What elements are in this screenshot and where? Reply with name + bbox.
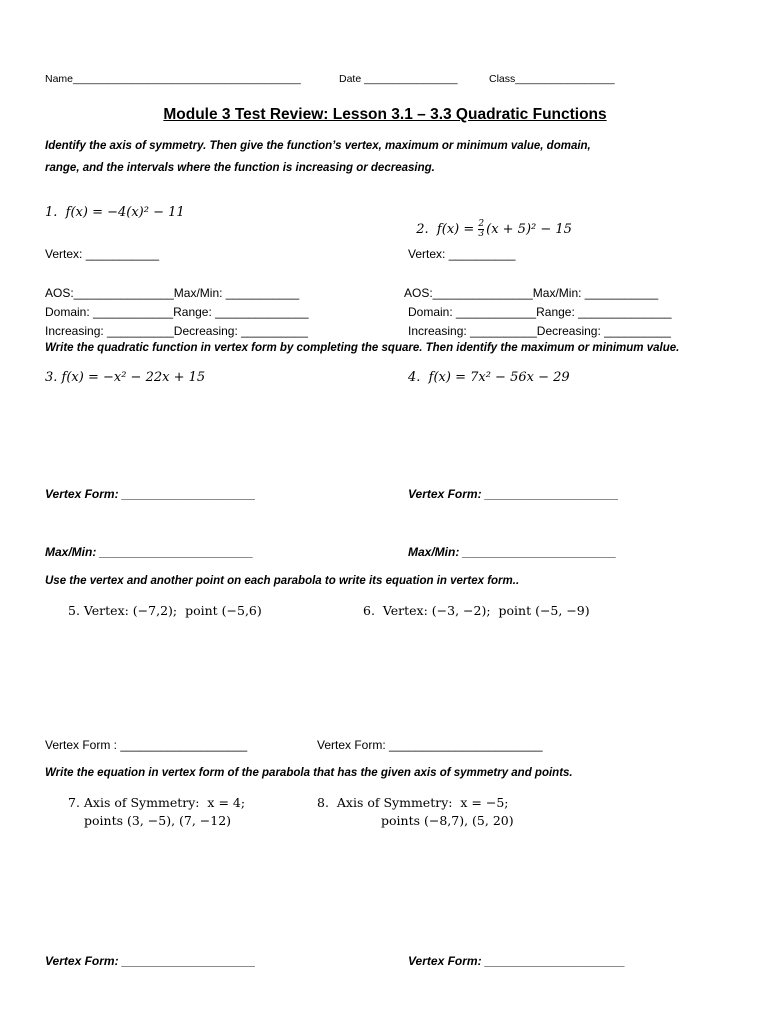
problem2-vertex: Vertex: __________ <box>408 247 516 261</box>
problem1-equation: 1. f(x) = −4(x)² − 11 <box>45 205 185 220</box>
section1-instructions-line1: Identify the axis of symmetry. Then give the function’s vertex, maximum or minimum value, domain, <box>45 140 591 152</box>
section1-instructions-line2: range, and the intervals where the function is increasing or decreasing. <box>45 162 435 174</box>
fraction-denominator: 3 <box>478 229 485 239</box>
name-field-label: Name_______________________________________ <box>45 73 301 85</box>
date-field-label: Date ________________ <box>339 73 458 85</box>
problem6-vertex-form: Vertex Form: _______________________ <box>317 738 543 752</box>
problem7-line2: points (3, −5), (7, −12) <box>84 813 232 828</box>
problem4-maxmin: Max/Min: _______________________ <box>408 545 617 559</box>
problem2-equation <box>408 205 572 239</box>
problem8-line2: points (−8,7), (5, 20) <box>381 813 514 828</box>
section4-instructions: Write the equation in vertex form of the parabola that has the given axis of symmetry and points. <box>45 767 573 779</box>
class-field-label: Class_________________ <box>489 73 615 85</box>
problem2-domain-range: Domain: ____________Range: ______________ <box>408 305 672 319</box>
fraction-numerator: 2 <box>478 219 485 229</box>
problem1-vertex: Vertex: ___________ <box>45 247 160 261</box>
problem2-aos-maxmin: AOS:_______________Max/Min: ___________ <box>404 286 659 300</box>
problem7-vertex-form: Vertex Form: ____________________ <box>45 954 256 968</box>
problem2-label: 2. f(x) = <box>416 222 479 237</box>
problem6-prompt: 6. Vertex: (−3, −2); point (−5, −9) <box>363 603 590 618</box>
problem7-line1: 7. Axis of Symmetry: x = 4; <box>68 795 246 810</box>
problem4-equation: 4. f(x) = 7x² − 56x − 29 <box>408 370 570 385</box>
problem3-vertex-form: Vertex Form: ____________________ <box>45 487 256 501</box>
problem2-rest: (x + 5)² − 15 <box>486 222 572 237</box>
page-title: Module 3 Test Review: Lesson 3.1 – 3.3 Quadratic Functions <box>163 106 607 123</box>
section2-instructions: Write the quadratic function in vertex form by completing the square. Then identify the maximum or minimum value. <box>45 342 680 354</box>
problem1-aos-maxmin: AOS:_______________Max/Min: ___________ <box>45 286 300 300</box>
problem5-prompt: 5. Vertex: (−7,2); point (−5,6) <box>68 603 262 618</box>
problem1-increasing-decreasing: Increasing: __________Decreasing: __________ <box>45 324 308 338</box>
problem2-increasing-decreasing: Increasing: __________Decreasing: __________ <box>408 324 671 338</box>
problem8-line1: 8. Axis of Symmetry: x = −5; <box>317 795 509 810</box>
section3-instructions: Use the vertex and another point on each parabola to write its equation in vertex form.. <box>45 575 520 587</box>
problem4-vertex-form: Vertex Form: ____________________ <box>408 487 619 501</box>
problem3-maxmin: Max/Min: _______________________ <box>45 545 254 559</box>
problem1-domain-range: Domain: ____________Range: ______________ <box>45 305 309 319</box>
problem8-vertex-form: Vertex Form: _____________________ <box>408 954 626 968</box>
problem5-vertex-form: Vertex Form : ___________________ <box>45 738 248 752</box>
problem2-fraction <box>478 220 484 239</box>
problem3-equation: 3. f(x) = −x² − 22x + 15 <box>45 370 206 385</box>
